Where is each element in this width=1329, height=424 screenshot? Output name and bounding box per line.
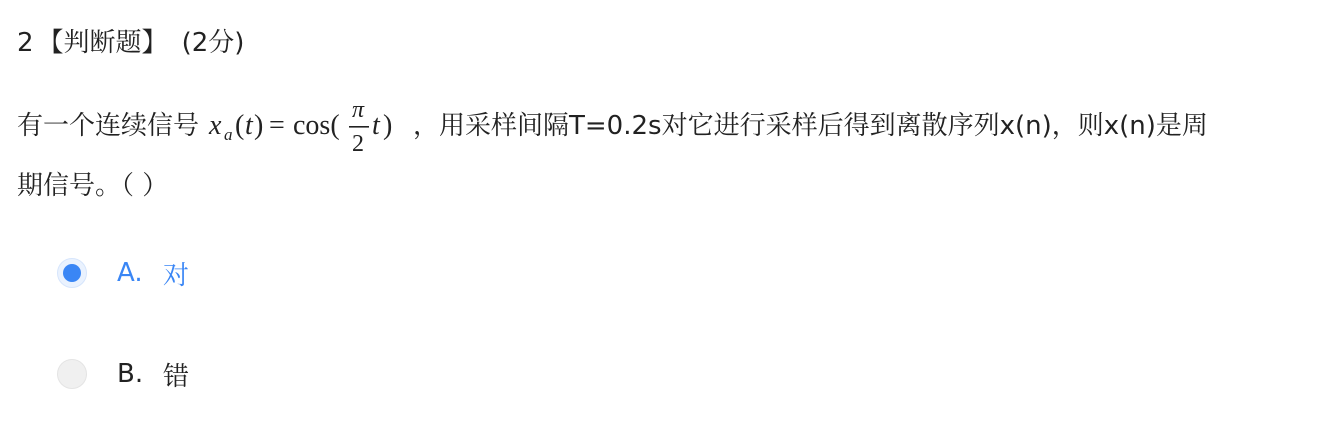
formula-arg-close: ) <box>254 110 264 141</box>
formula-eq: = <box>269 110 285 141</box>
option-b-key: B. <box>117 359 144 389</box>
stem-line-1 <box>17 96 1317 156</box>
formula-sub: a <box>224 125 233 144</box>
option-b-text: 错 <box>163 361 190 392</box>
radio-checked-icon[interactable] <box>57 258 87 288</box>
option-a[interactable] <box>57 253 189 293</box>
formula-arg: t <box>245 110 253 141</box>
question-type-label: 【判断题】 <box>37 28 168 58</box>
question-header <box>17 24 244 62</box>
stem-line-2: 期信号。（ ） <box>17 171 169 201</box>
option-a-key: A. <box>117 258 143 288</box>
option-b[interactable] <box>57 354 189 394</box>
formula-func: cos( <box>293 110 340 141</box>
stem-text-after: ，用采样间隔T=0.2s对它进行采样后得到离散序列x(n)，则x(n)是周 <box>413 111 1208 141</box>
radio-unchecked-icon[interactable] <box>57 359 87 389</box>
stem-text-before: 有一个连续信号 <box>17 111 200 141</box>
question-score: (2分) <box>181 28 245 58</box>
formula-inner-var: t <box>372 110 380 141</box>
option-a-text: 对 <box>163 260 190 291</box>
question-stem <box>17 96 1317 216</box>
formula-numerator: π <box>352 97 365 123</box>
radio-dot <box>63 264 81 282</box>
question-number: 2 <box>17 28 34 58</box>
formula-close: ) <box>383 110 393 141</box>
signal-formula <box>207 95 403 157</box>
formula-denominator: 2 <box>352 131 365 157</box>
formula-var: x <box>209 110 222 141</box>
formula-arg-open: ( <box>235 110 245 141</box>
formula-fraction-bar <box>349 126 369 128</box>
